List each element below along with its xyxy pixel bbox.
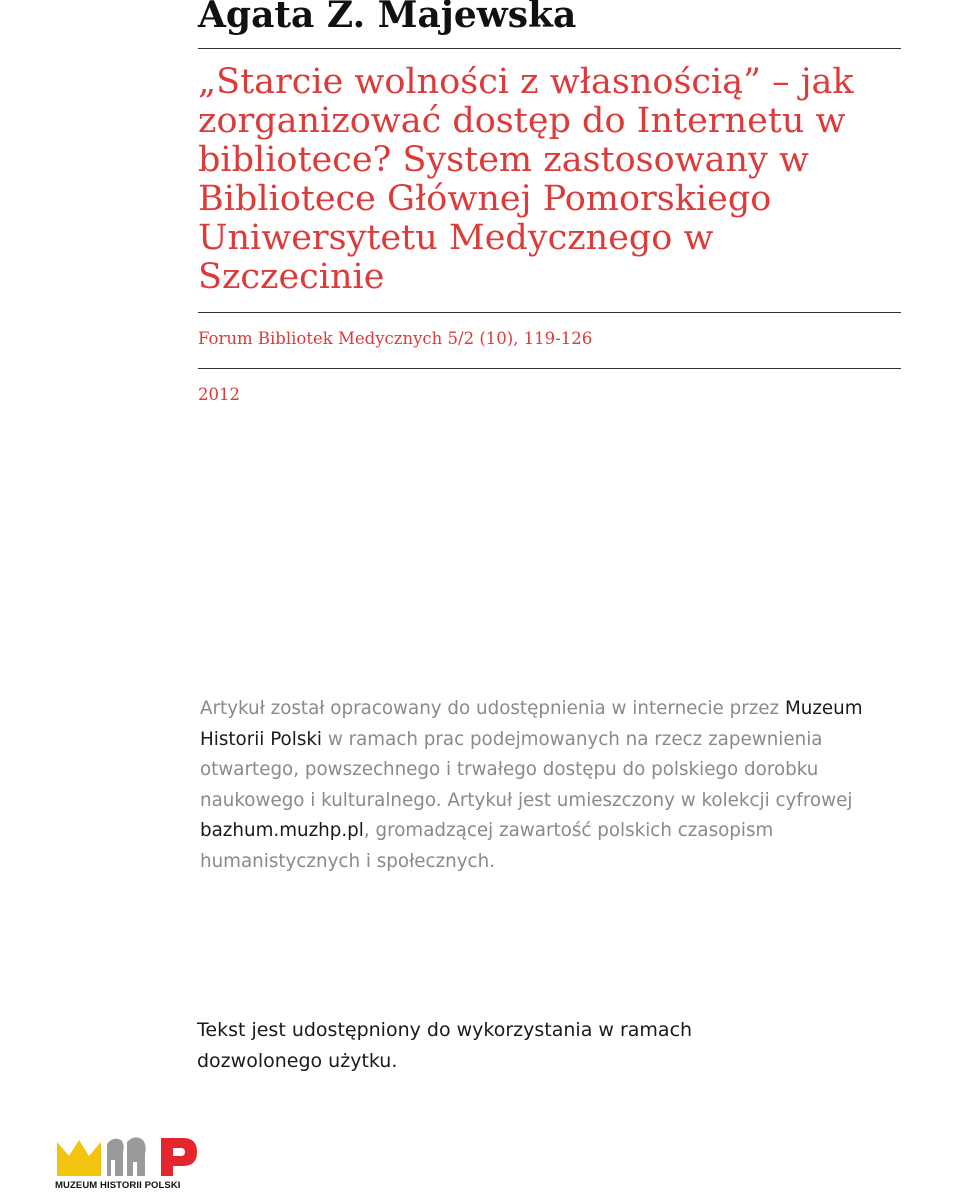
divider-top: [198, 48, 901, 49]
collection-link[interactable]: bazhum.muzhp.pl: [200, 820, 364, 841]
notice-text-3: , gromadzącej zawartość polskich czasopism humanistycznych i społecznych.: [200, 820, 774, 872]
article-title: „Starcie wolności z własnością” – jak zorganizować dostęp do Internetu w bibliotece? System zastosowany w Bibliotece Głównej Pomorskiego Uniwersytetu Medycznego w Szczecinie: [198, 62, 854, 297]
journal-citation: Forum Bibliotek Medycznych 5/2 (10), 119-126: [198, 329, 593, 348]
notice-text-2: w ramach prac podejmowanych na rzecz zapewnienia otwartego, powszechnego i trwałego dostępu do polskiego dorobku naukowego i kulturalnego. Artykuł jest umieszczony w kolekcji cyfrowej: [200, 728, 853, 811]
notice-text-1: Artykuł został opracowany do udostępnienia w internecie przez: [200, 698, 785, 719]
divider-middle: [198, 312, 901, 313]
institution-name: Muzeum Historii Polski: [200, 698, 863, 750]
publication-year: 2012: [198, 385, 240, 404]
license-notice: Tekst jest udostępniony do wykorzystania w ramach dozwolonego użytku.: [197, 1019, 693, 1072]
author-name: Agata Z. Majewska: [198, 0, 577, 36]
museum-logo-caption: MUZEUM HISTORII POLSKI: [55, 1180, 181, 1191]
museum-logo-icon: [55, 1134, 205, 1182]
digitization-notice: [200, 694, 900, 877]
divider-bottom: [198, 368, 901, 369]
